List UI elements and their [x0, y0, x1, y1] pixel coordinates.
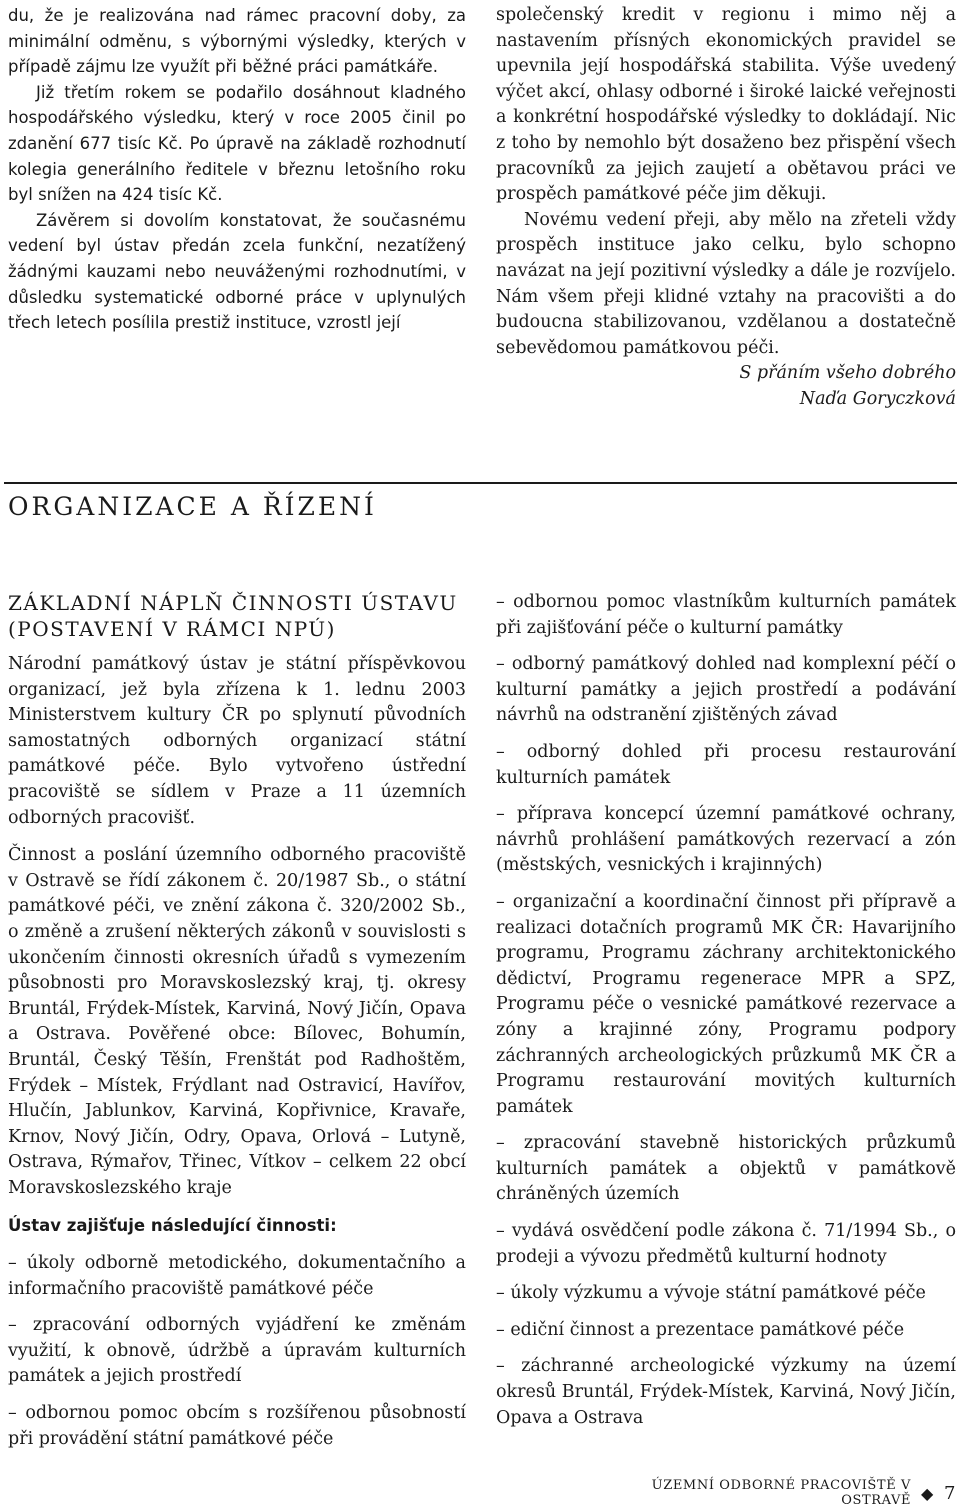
list-item: – úkoly odborně metodického, dokumentačního a informačního pracoviště památkové péče — [8, 1253, 466, 1299]
page-footer — [600, 1478, 956, 1508]
list-item: – odborný dohled při procesu restaurování kulturních památek — [496, 741, 956, 788]
subsection-title — [8, 590, 466, 642]
list-item: – vydává osvědčení podle zákona č. 71/1994 Sb., o prodeji a vývozu předmětů kulturní hodnoty — [496, 1221, 956, 1267]
list-item: – ediční činnost a prezentace památkové péče — [496, 1319, 905, 1340]
list-item: – odbornou pomoc vlastníkům kulturních památek při zajišťování péče o kulturní památky — [496, 592, 956, 638]
list-item: – příprava koncepcí územní památkové ochrany, návrhů prohlášení památkových rezervací a zón (městských, vesnických i krajinných) — [496, 804, 956, 876]
section-title: ORGANIZACE A ŘÍZENÍ — [8, 492, 377, 521]
paragraph: společenský kredit v regionu i mimo něj a nastavením přísných ekonomických pravidel se upevnila její hospodářská stabilita. Výše uvedený výčet akcí, ohlasy odborné i široké laické veřejnosti a konkrétní hospodářské výsledky to dokládají. Nic z toho by nemohlo být dosaženo bez přispění všech pracovníků za jejich zaujetí a obětavou práci ve prospěch památkové péče jim děkuji. — [496, 5, 956, 205]
signature-name: Naďa Goryczková — [799, 388, 956, 409]
subsection-title-line1: ZÁKLADNÍ NÁPLŇ ČINNOSTI ÚSTAVU — [8, 591, 458, 615]
list-heading: Ústav zajišťuje následující činnosti: — [8, 1216, 337, 1236]
paragraph: Již třetím rokem se podařilo dosáhnout kladného hospodářského výsledku, který v roce 2005 činil po zdanění 677 tisíc Kč. Po úpravě na základě rozhodnutí kolegia generálního ředitele v březnu letošního roku byl snížen na 424 tisíc Kč. — [8, 82, 466, 205]
subsection-title-line2: (POSTAVENÍ V RÁMCI NPÚ) — [8, 617, 336, 641]
bottom-right-column — [496, 590, 956, 1442]
footer-text: ÚZEMNÍ ODBORNÉ PRACOVIŠTĚ V OSTRAVĚ — [651, 1478, 912, 1508]
list-item: – organizační a koordinační činnost při přípravě a realizaci dotačních programů MK ČR: Havarijního programu, Programu záchrany architektonického dědictví, Programu regenerace MPR a SPZ, Programu péče o vesnické památkové rezervace a zóny a krajinné zóny, Programu podpory záchranných archeologických průzkumů MK ČR a Programu restaurování movitých kulturních památek — [496, 891, 956, 1117]
list-item: – odbornou pomoc obcím s rozšířenou působností při provádění státní památkové péče — [8, 1403, 466, 1449]
page-number: 7 — [943, 1482, 956, 1504]
top-left-column — [8, 3, 466, 336]
list-item: – odborný památkový dohled nad komplexní péčí o kulturní památky a jejich prostředí a podávání návrhů na odstranění zjištěných závad — [496, 654, 956, 726]
signature-greeting: S přáním všeho dobrého — [739, 363, 956, 384]
paragraph: Závěrem si dovolím konstatovat, že současnému vedení byl ústav předán zcela funkční, nezatížený žádnými kauzami nebo neuváženými rozhodnutími, v důsledku systematické odborné práce v uplynulých třech letech posílila prestiž instituce, vzrostl její — [8, 210, 466, 333]
paragraph: Činnost a poslání územního odborného pracoviště v Ostravě se řídí zákonem č. 20/1987 Sb., o státní památkové péči, ve znění zákona č. 320/2002 Sb., o změně a zrušení některých zákonů v souvislosti s ukončením činnosti okresních úřadů s vymezením působnosti pro Moravskoslezský kraj, tj. okresy Bruntál, Frýdek-Místek, Karviná, Nový Jičín, Opava a Ostrava. Pověřené obce: Bílovec, Bohumín, Bruntál, Český Těšín, Frenštát pod Radhoštěm, Frýdek – Místek, Frýdlant nad Ostravicí, Havířov, Hlučín, Jablunkov, Karviná, Kopřivnice, Kravaře, Krnov, Nový Jičín, Odry, Opava, Orlová – Lutyně, Ostrava, Rýmařov, Třinec, Vítkov – celkem 22 obcí Moravskoslezského kraje — [8, 845, 466, 1198]
list-item: – úkoly výzkumu a vývoje státní památkové péče — [496, 1283, 926, 1304]
section-divider — [4, 482, 957, 484]
paragraph: du, že je realizována nad rámec pracovní doby, za minimální odměnu, s výbornými výsledky, kterých v případě zájmu lze využít při běžné práci památkáře. — [8, 6, 466, 77]
bottom-left-column — [8, 590, 466, 1463]
list-item: – zpracování odborných vyjádření ke změnám využití, k obnově, údržbě a úpravám kulturních památek a jejich prostředí — [8, 1315, 466, 1387]
diamond-icon: ◆ — [921, 1483, 934, 1503]
paragraph: Národní památkový ústav je státní příspěvkovou organizací, jež byla zřízena k 1. lednu 2003 Ministerstvem kultury ČR po splynutí původních samostatných odborných organizací státní památkové péče. Bylo vytvořeno ústřední pracoviště se sídlem v Praze a 11 územních odborných pracovišť. — [8, 654, 466, 828]
top-right-column — [496, 3, 956, 413]
list-item: – zpracování stavebně historických průzkumů kulturních památek a objektů v památkově chráněných územích — [496, 1133, 956, 1205]
paragraph: Novému vedení přeji, aby mělo na zřeteli vždy prospěch instituce jako celku, bylo schopno navázat na její pozitivní výsledky a dále je rozvíjelo. Nám všem přeji klidné vztahy na pracovišti a do budoucna stabilizovanou, vzdělanou a dostatečně sebevědomou památkovou péči. — [496, 209, 956, 358]
list-item: – záchranné archeologické výzkumy na území okresů Bruntál, Frýdek-Místek, Karviná, Nový Jičín, Opava a Ostrava — [496, 1356, 956, 1428]
